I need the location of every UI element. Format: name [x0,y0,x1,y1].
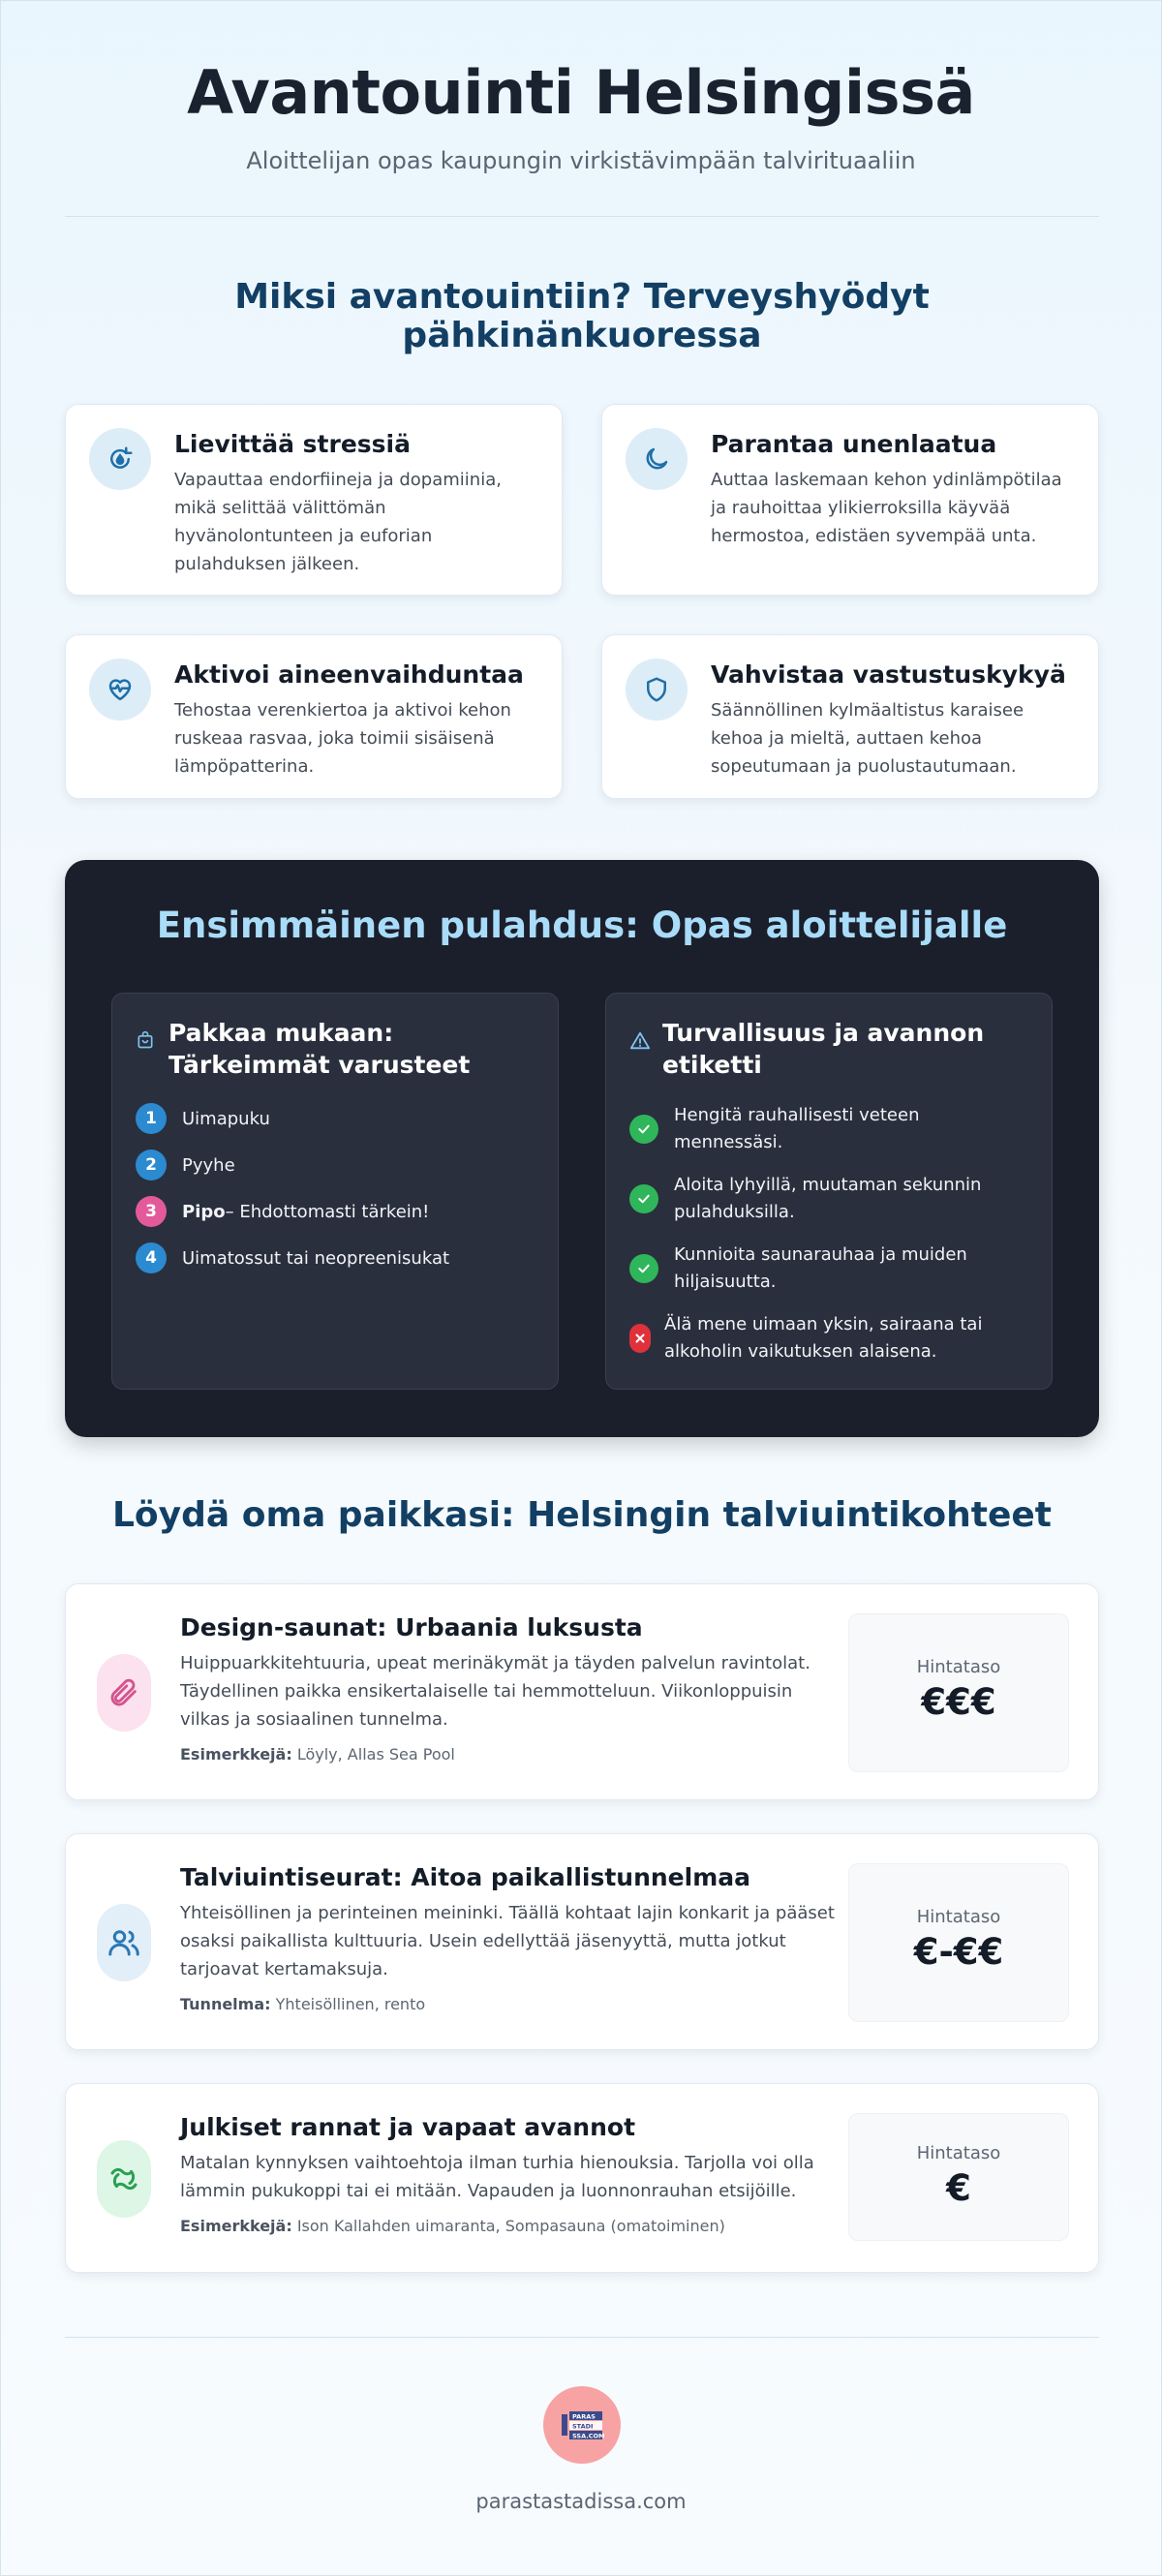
price-box [848,1863,1069,2022]
gear-item-label: Uimapuku [182,1108,270,1129]
swirl-icon [97,2140,151,2218]
gear-item-label: – Ehdottomasti tärkein! [225,1201,430,1222]
gear-item-label: Pyyhe [182,1154,235,1176]
page-title: Avantouinti Helsingissä [187,57,975,128]
check-icon [629,1184,658,1213]
bag-icon [136,1030,159,1054]
safety-panel [605,993,1053,1390]
safety-item-text: Älä mene uimaan yksin, sairaana tai alkoholin vaikutuksen alaisena. [664,1314,983,1362]
cross-icon [629,1324,651,1353]
heart-pulse-icon [89,659,151,721]
place-meta-label: Tunnelma: [180,1995,271,2013]
users-icon [97,1904,151,1981]
svg-text:PARAS: PARAS [572,2412,596,2421]
gear-item-strong: Pipo [182,1201,226,1222]
price-box [848,1613,1069,1772]
benefit-card-metabolism [65,634,563,799]
gear-item-number: 2 [136,1150,167,1181]
place-meta [180,2217,839,2235]
price-label: Hintataso [916,2143,1001,2163]
safety-item [629,1102,1032,1156]
place-title: Julkiset rannat ja vapaat avannot [180,2113,636,2141]
safety-item [629,1172,1032,1226]
price-label: Hintataso [916,1907,1001,1927]
shield-icon [626,659,688,721]
place-meta-label: Esimerkkejä: [180,1745,292,1763]
benefit-card-stress [65,404,563,596]
benefit-title: Lievittää stressiä [174,430,411,458]
svg-text:STADI: STADI [572,2422,594,2431]
place-title: Talviuintiseurat: Aitoa paikallistunnelmaa [180,1863,751,1891]
svg-text:SSA.COM: SSA.COM [572,2432,605,2440]
guide-title: Ensimmäinen pulahdus: Opas aloittelijalle [156,905,1008,946]
gear-item [136,1103,270,1134]
benefit-card-immunity [601,634,1099,799]
place-description: Yhteisöllinen ja perinteinen meininki. Täällä kohtaat lajin konkarit ja pääset osaksi paikallista kulttuuria. Usein edellyttää jäsenyyttä, mutta jotkut tarjoavat kertamaksuja. [180,1903,835,1979]
safety-item-text: Aloita lyhyillä, muutaman sekunnin pulahduksilla. [674,1175,982,1222]
footer-url[interactable]: parastastadissa.com [475,2490,687,2513]
place-meta-value: Löyly, Allas Sea Pool [296,1745,455,1763]
price-box [848,2113,1069,2241]
benefit-text: Auttaa laskemaan kehon ydinlämpötilaa ja rauhoittaa ylikierroksilla käyvää hermostoa, edistäen syvempää unta. [711,470,1062,546]
beginner-guide-section [65,860,1099,1437]
gear-item-number: 4 [136,1242,167,1273]
check-icon [629,1115,658,1144]
gear-title: Pakkaa mukaan: Tärkeimmät varusteet [168,1019,471,1079]
safety-item-text: Hengitä rauhallisesti veteen mennessäsi. [674,1105,920,1152]
price-value: €€€ [921,1681,996,1723]
gear-item-number: 3 [136,1196,167,1227]
gear-item-number: 1 [136,1103,167,1134]
brand-logo[interactable] [543,2386,621,2464]
divider [65,2337,1099,2338]
gear-item [136,1196,429,1227]
place-title: Design-saunat: Urbaania luksusta [180,1613,643,1641]
place-card-public-beaches [65,2083,1099,2273]
gear-item [136,1242,449,1273]
benefit-text: Vapauttaa endorfiineja ja dopamiinia, mikä selittää välittömän hyvänolontunteen ja euforian pulahduksen jälkeen. [174,470,502,574]
page-subtitle: Aloittelijan opas kaupungin virkistävimpään talvirituaaliin [246,147,916,174]
check-icon [629,1254,658,1283]
hero-header [1,1,1161,174]
safety-item [629,1242,1032,1296]
price-label: Hintataso [916,1657,1001,1677]
place-meta [180,1745,839,1763]
place-card-design-saunas [65,1583,1099,1800]
place-meta [180,1995,839,2013]
place-description: Matalan kynnyksen vaihtoehtoja ilman turhia hienouksia. Tarjolla voi olla lämmin pukukoppi tai ei mitään. Vapauden ja luonnonrauhan etsijöille. [180,2153,814,2201]
moon-icon [626,428,688,490]
benefits-title: Miksi avantouintiin? Terveyshyödyt pähkinänkuoressa [234,277,930,355]
gear-item-label: Uimatossut tai neopreenisukat [182,1247,450,1269]
benefit-title: Aktivoi aineenvaihduntaa [174,660,524,689]
warning-icon [629,1030,653,1054]
safety-item [629,1311,1032,1365]
place-card-winter-swimming-clubs [65,1833,1099,2050]
benefit-title: Parantaa unenlaatua [711,430,997,458]
place-meta-value: Yhteisöllinen, rento [275,1995,426,2013]
place-meta-value: Ison Kallahden uimaranta, Sompasauna (omatoiminen) [296,2217,725,2235]
benefit-text: Säännöllinen kylmäaltistus karaisee kehoa ja mieltä, auttaen kehoa sopeutumaan ja puolustautumaan. [711,700,1024,777]
divider [65,216,1099,217]
paperclip-icon [97,1654,151,1732]
benefit-title: Vahvistaa vastustuskykyä [711,660,1066,689]
gear-panel [111,993,559,1390]
safety-title: Turvallisuus ja avannon etiketti [662,1019,985,1079]
price-value: € [946,2167,971,2209]
benefit-card-sleep [601,404,1099,596]
places-title: Löydä oma paikkasi: Helsingin talviuintikohteet [111,1495,1052,1535]
gear-item [136,1150,235,1181]
place-meta-label: Esimerkkejä: [180,2217,292,2235]
stress-relief-icon [89,428,151,490]
place-description: Huippuarkkitehtuuria, upeat merinäkymät ja täyden palvelun ravintolat. Täydellinen paikka ensikertalaiselle tai hemmotteluun. Viikonloppuisin vilkas ja sosiaalinen tunnelma. [180,1653,810,1730]
safety-item-text: Kunnioita saunarauhaa ja muiden hiljaisuutta. [674,1244,967,1292]
price-value: €-€€ [913,1931,1004,1973]
benefit-text: Tehostaa verenkiertoa ja aktivoi kehon ruskeaa rasvaa, joka toimii sisäisenä lämpöpatterina. [174,700,511,777]
